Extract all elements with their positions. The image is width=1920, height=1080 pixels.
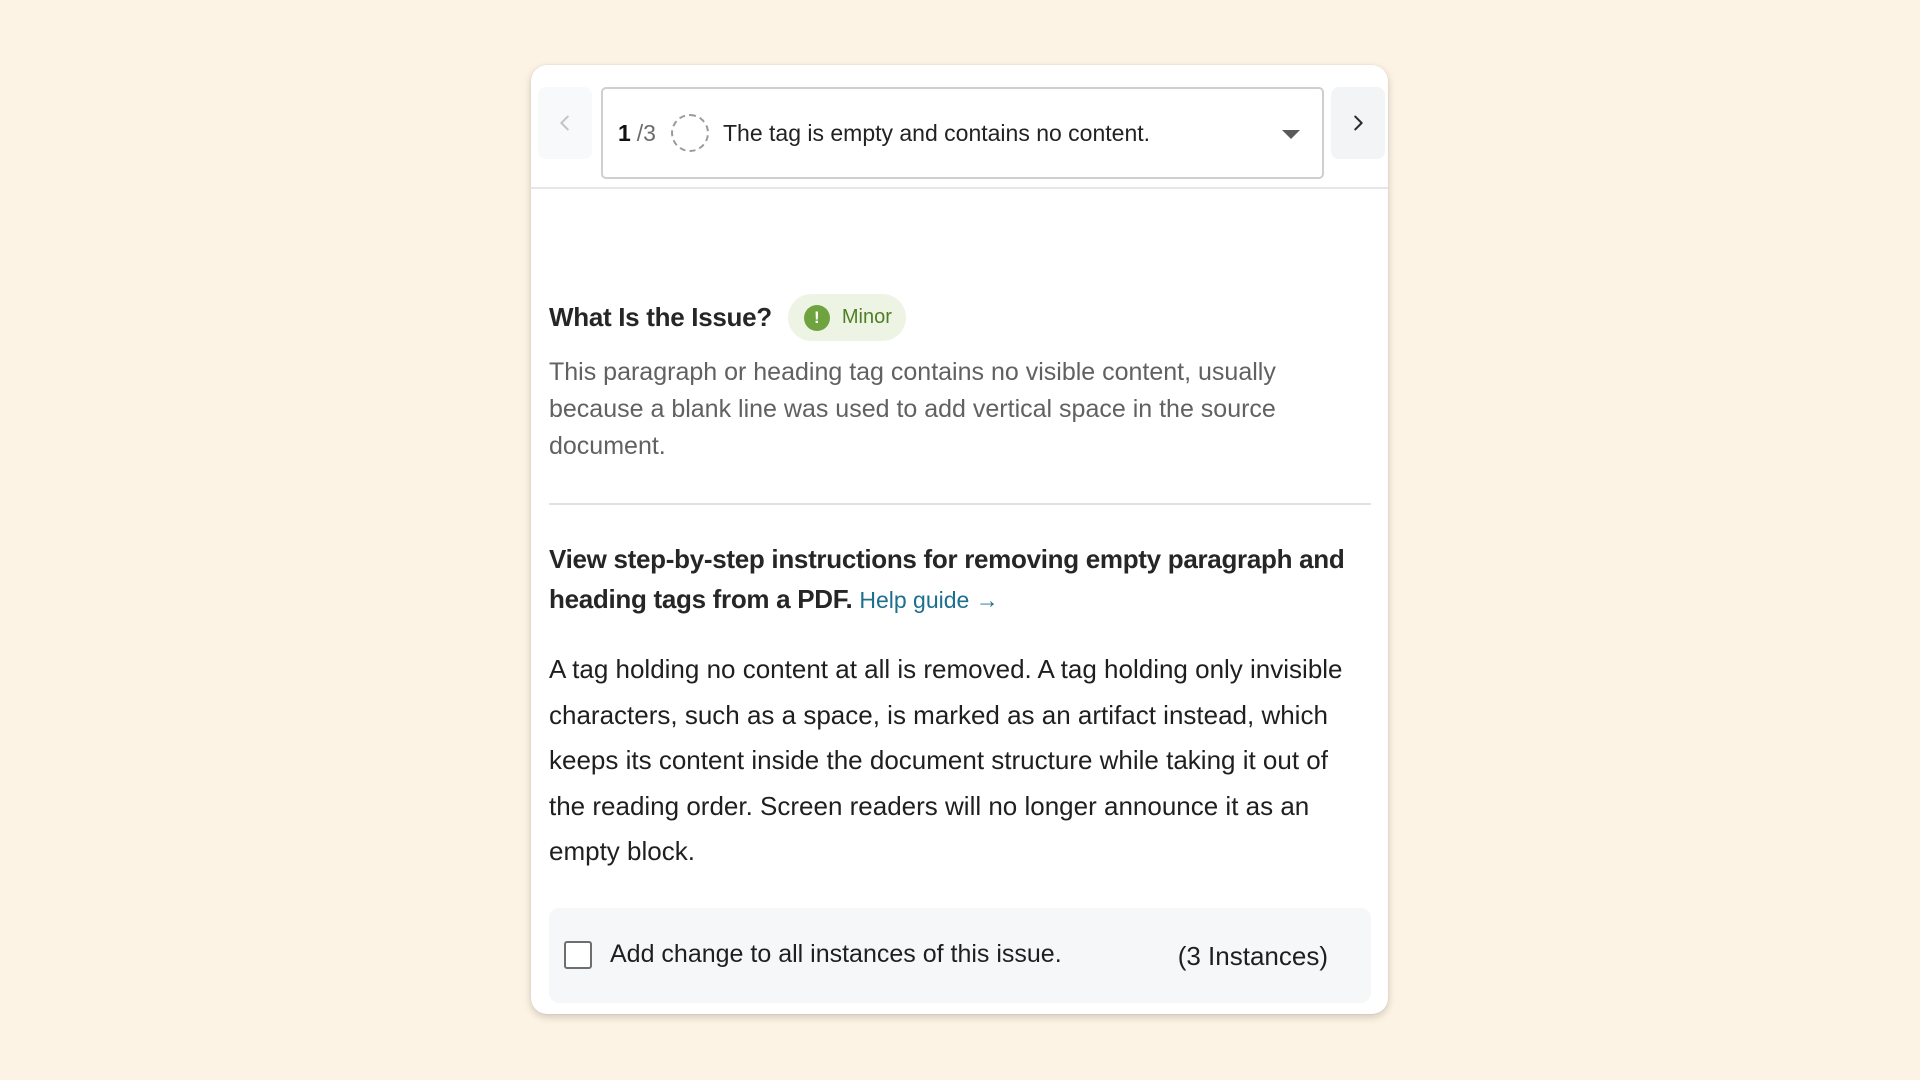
chevron-right-icon — [1347, 112, 1369, 134]
issue-title: The tag is empty and contains no content. — [722, 119, 1151, 146]
previous-issue-button[interactable] — [538, 87, 592, 159]
pending-status-icon — [671, 114, 709, 152]
next-issue-button[interactable] — [1331, 87, 1385, 159]
issue-description: This paragraph or heading tag contains no visible content, usually because a blank line was used to add vertical space in the source document. — [549, 358, 1276, 460]
severity-label: Minor — [841, 306, 892, 328]
issue-heading: What Is the Issue? — [549, 302, 772, 332]
issue-counter-current: 1 — [618, 119, 631, 146]
section-divider — [549, 503, 1371, 505]
issue-detail-panel — [531, 65, 1388, 1014]
chevron-left-icon — [554, 112, 576, 134]
instructions-text — [549, 539, 1379, 620]
issue-counter-total: /3 — [636, 119, 656, 146]
issue-selector-dropdown[interactable] — [601, 87, 1324, 179]
apply-to-all-panel — [549, 908, 1371, 1003]
issue-navigator — [531, 65, 1388, 189]
exclamation-icon: ! — [804, 305, 830, 331]
instance-count: (3 Instances) — [1177, 941, 1328, 971]
apply-all-label[interactable]: Add change to all instances of this issue. — [610, 940, 1062, 968]
caret-down-icon — [1282, 130, 1300, 139]
instructions-label: View step-by-step instructions for removing empty paragraph and heading tags from a PDF. — [549, 544, 1345, 614]
severity-badge — [788, 294, 906, 341]
fix-description: A tag holding no content at all is removed. A tag holding only invisible characters, such as a space, is marked as an artifact instead, which keeps its content inside the document structure while taking it out of the reading order. Screen readers will no longer announce it as an empty block. — [549, 654, 1343, 866]
issue-header — [549, 294, 906, 341]
apply-all-checkbox[interactable] — [564, 941, 592, 969]
help-guide-link[interactable]: Help guide → — [859, 587, 999, 613]
